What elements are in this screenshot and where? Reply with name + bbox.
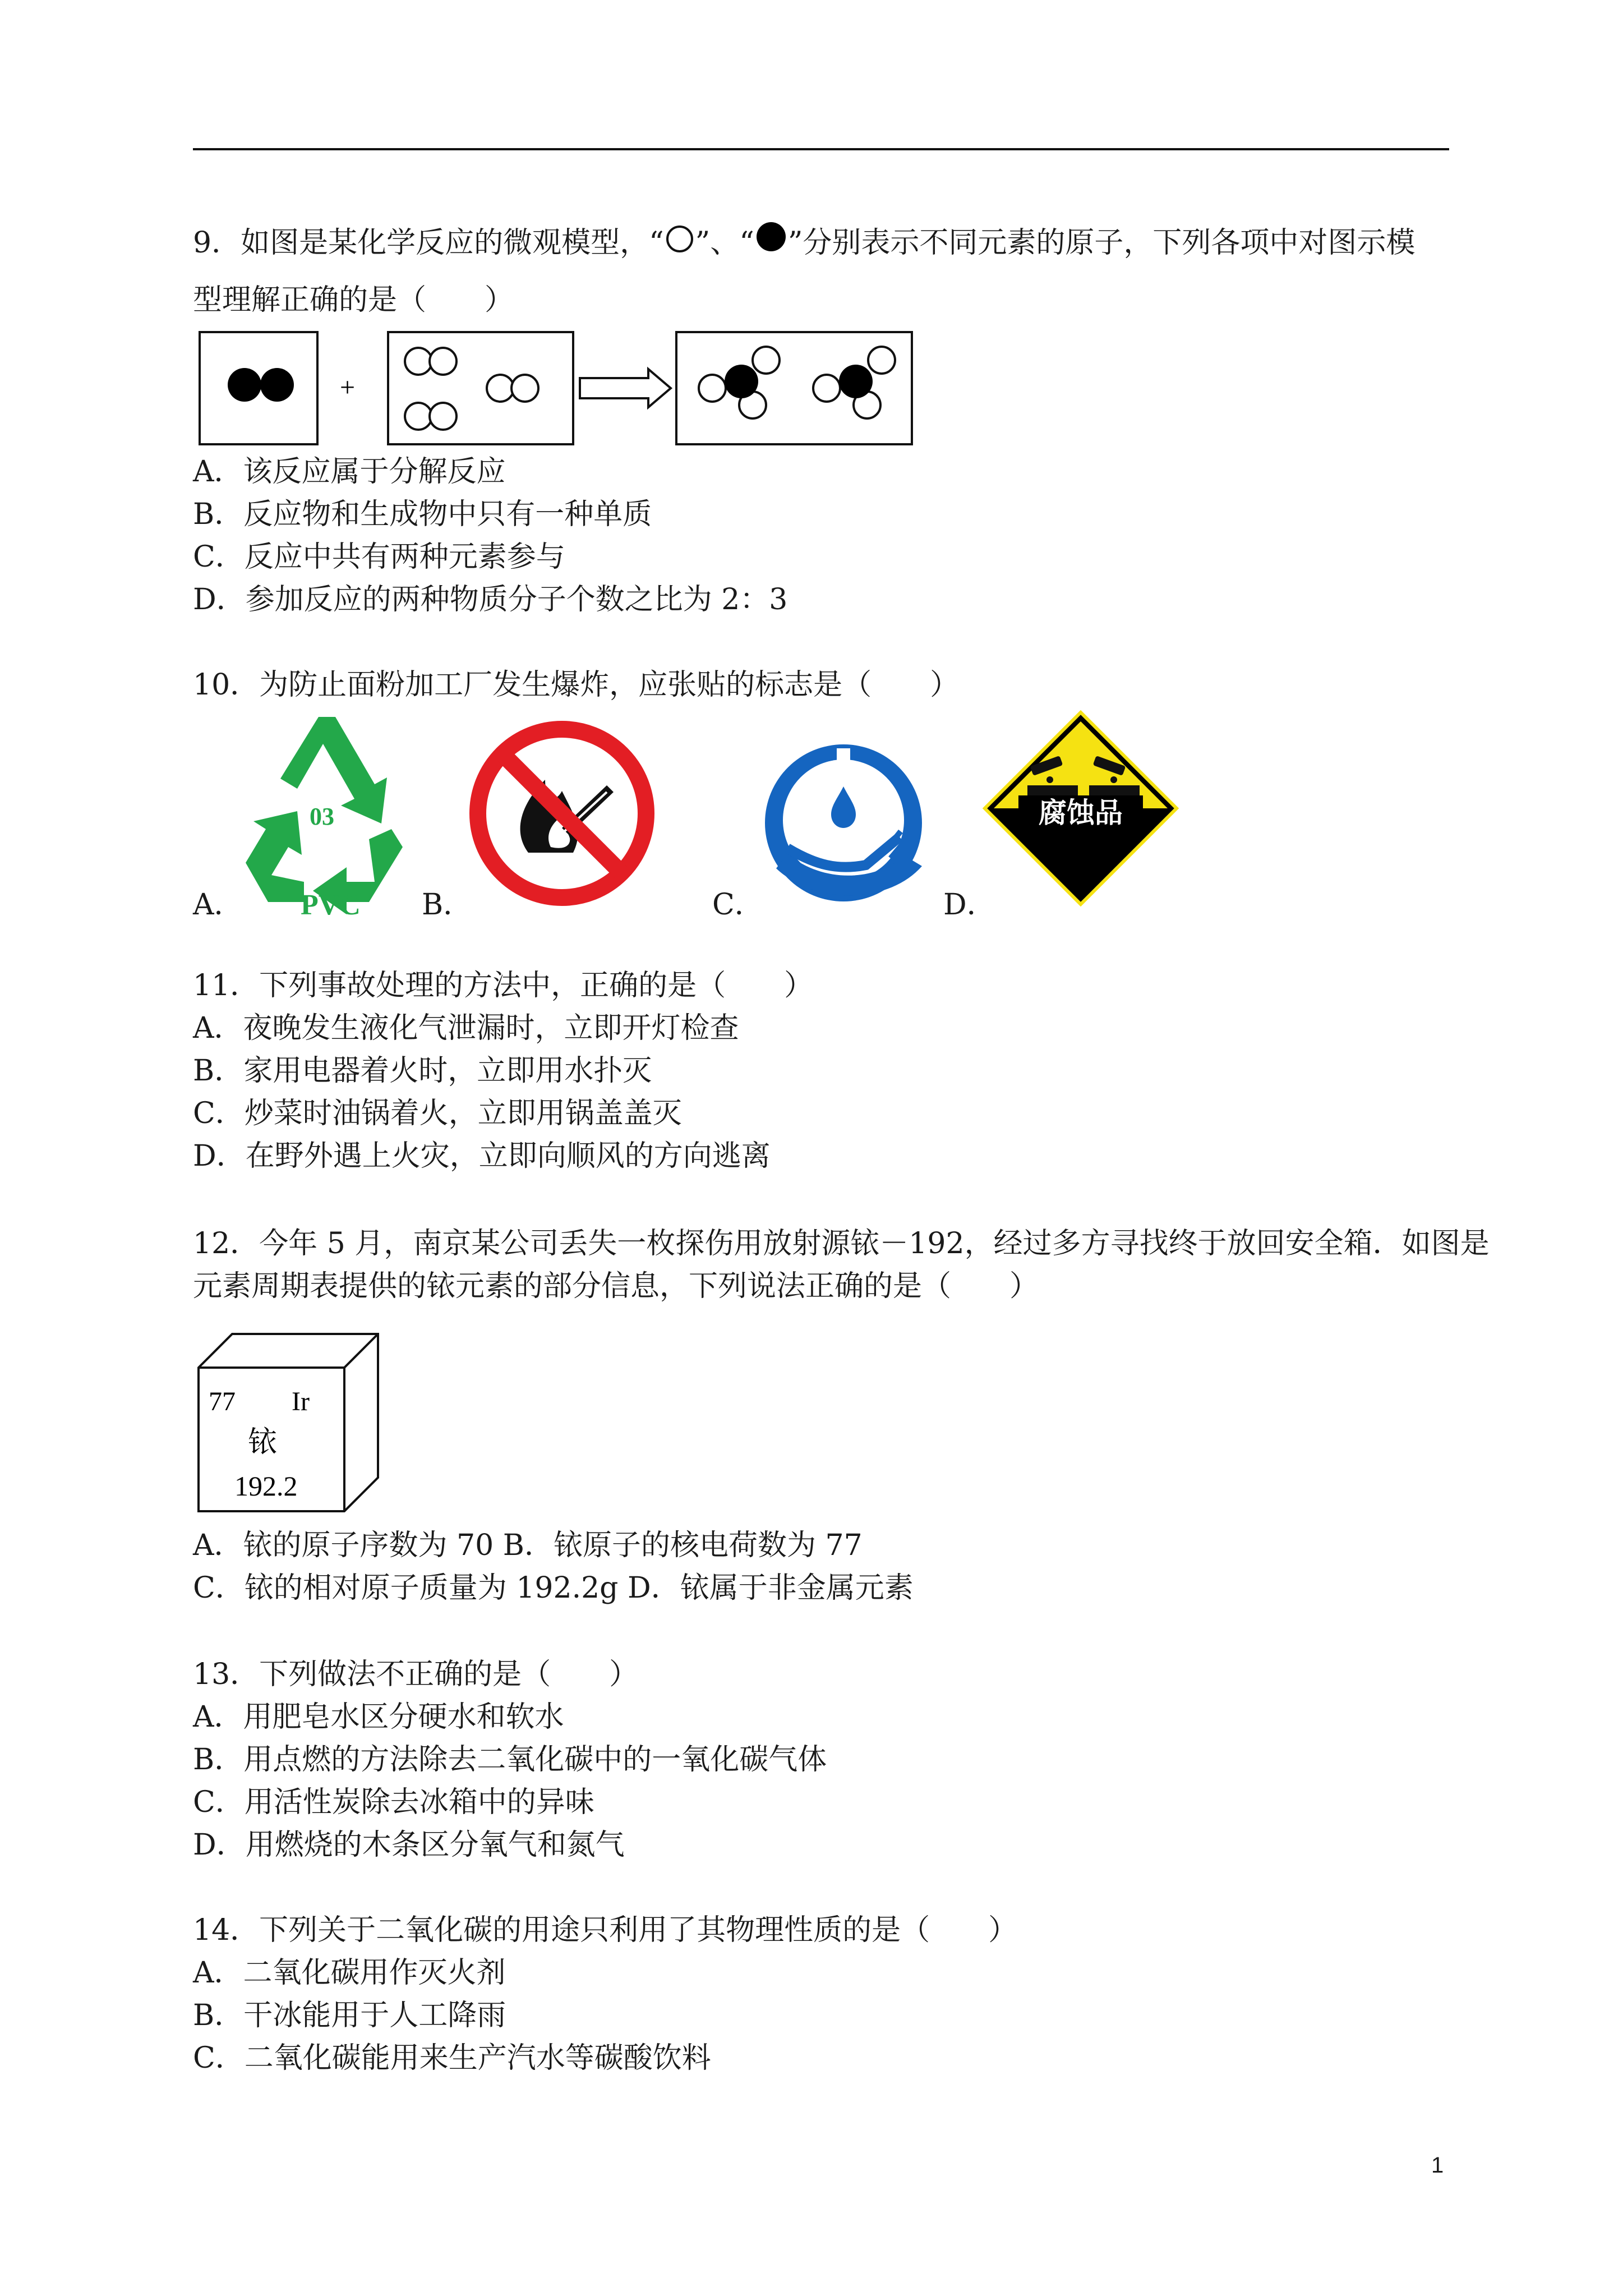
- q11-stem: 11．下列事故处理的方法中，正确的是（ ）: [193, 969, 814, 1002]
- q9-stem-line1: [193, 222, 1415, 261]
- q9-text-b: ”、“: [695, 226, 754, 260]
- q9-option-a: A．该反应属于分解反应: [193, 455, 506, 489]
- black-atom-icon: [754, 222, 788, 256]
- q10-label-a: A．: [193, 888, 243, 922]
- q12-options-line1: A．铱的原子序数为 70 B．铱原子的核电荷数为 77: [193, 1529, 863, 1562]
- plus-sign: +: [340, 372, 356, 402]
- q14-option-a: A．二氧化碳用作灭火剂: [193, 1956, 506, 1990]
- no-fire-sign-icon: [467, 718, 657, 909]
- water-saving-icon: [754, 736, 933, 910]
- element-name: 铱: [248, 1425, 278, 1459]
- q12-stem-line1: 12．今年 5 月，南京某公司丢失一枚探伤用放射源铱－192，经过多方寻找终于放回安全箱．如图是: [193, 1227, 1490, 1260]
- q11-option-d: D．在野外遇上火灾，立即向顺风的方向逃离: [193, 1139, 771, 1173]
- q13-option-c: C．用活性炭除去冰箱中的异味: [193, 1786, 594, 1819]
- white-atom-icon: [664, 224, 695, 256]
- q14-stem: 14．下列关于二氧化碳的用途只利用了其物理性质的是（ ）: [193, 1913, 1018, 1947]
- q9-text-a: 9．如图是某化学反应的微观模型，“: [193, 226, 664, 260]
- element-symbol: Ir: [292, 1387, 310, 1416]
- corrosive-label: 腐蚀品: [1039, 797, 1123, 829]
- q9-option-c: C．反应中共有两种元素参与: [193, 540, 565, 574]
- q12-options-line2: C．铱的相对原子质量为 192.2g D．铱属于非金属元素: [193, 1571, 914, 1605]
- q11-option-b: B．家用电器着火时，立即用水扑灭: [193, 1054, 652, 1088]
- q11-option-a: A．夜晚发生液化气泄漏时，立即开灯检查: [193, 1011, 739, 1045]
- q9-stem-line2: 型理解正确的是（ ）: [193, 283, 514, 317]
- q10-label-b: B．: [422, 888, 473, 922]
- q10-label-c: C．: [712, 888, 764, 922]
- element-cell-iridium: [196, 1332, 387, 1513]
- header-rule: [193, 148, 1449, 150]
- black-atom: [228, 368, 261, 402]
- q9-option-d: D．参加反应的两种物质分子个数之比为 2：3: [193, 583, 788, 616]
- q13-option-b: B．用点燃的方法除去二氧化碳中的一氧化碳气体: [193, 1743, 827, 1777]
- page-number: 1: [1431, 2153, 1444, 2178]
- recycle-pvc-icon: [234, 711, 419, 919]
- q10-label-d: D．: [943, 888, 996, 922]
- element-atomic-number: 77: [209, 1387, 236, 1416]
- q13-stem: 13．下列做法不正确的是（ ）: [193, 1658, 639, 1691]
- element-atomic-mass: 192.2: [234, 1470, 298, 1502]
- q11-option-c: C．炒菜时油锅着火，立即用锅盖盖灭: [193, 1097, 682, 1130]
- q12-stem-line2: 元素周期表提供的铱元素的部分信息，下列说法正确的是（ ）: [193, 1269, 1039, 1303]
- corrosive-sign-icon: [983, 710, 1179, 907]
- q13-option-a: A．用肥皂水区分硬水和软水: [193, 1700, 564, 1734]
- q10-stem: 10．为防止面粉加工厂发生爆炸，应张贴的标志是（ ）: [193, 668, 960, 702]
- q9-option-b: B．反应物和生成物中只有一种单质: [193, 498, 652, 531]
- black-atom: [260, 368, 294, 402]
- q9-reaction-diagram: [193, 326, 922, 455]
- q9-text-c: ”分别表示不同元素的原子，下列各项中对图示模: [787, 226, 1415, 260]
- reaction-arrow: [580, 369, 671, 407]
- q14-option-c: C．二氧化碳能用来生产汽水等碳酸饮料: [193, 2041, 711, 2075]
- q13-option-d: D．用燃烧的木条区分氧气和氮气: [193, 1828, 625, 1862]
- recycle-text: PVC: [301, 889, 361, 919]
- recycle-number: 03: [310, 803, 334, 830]
- q14-option-b: B．干冰能用于人工降雨: [193, 1999, 506, 2032]
